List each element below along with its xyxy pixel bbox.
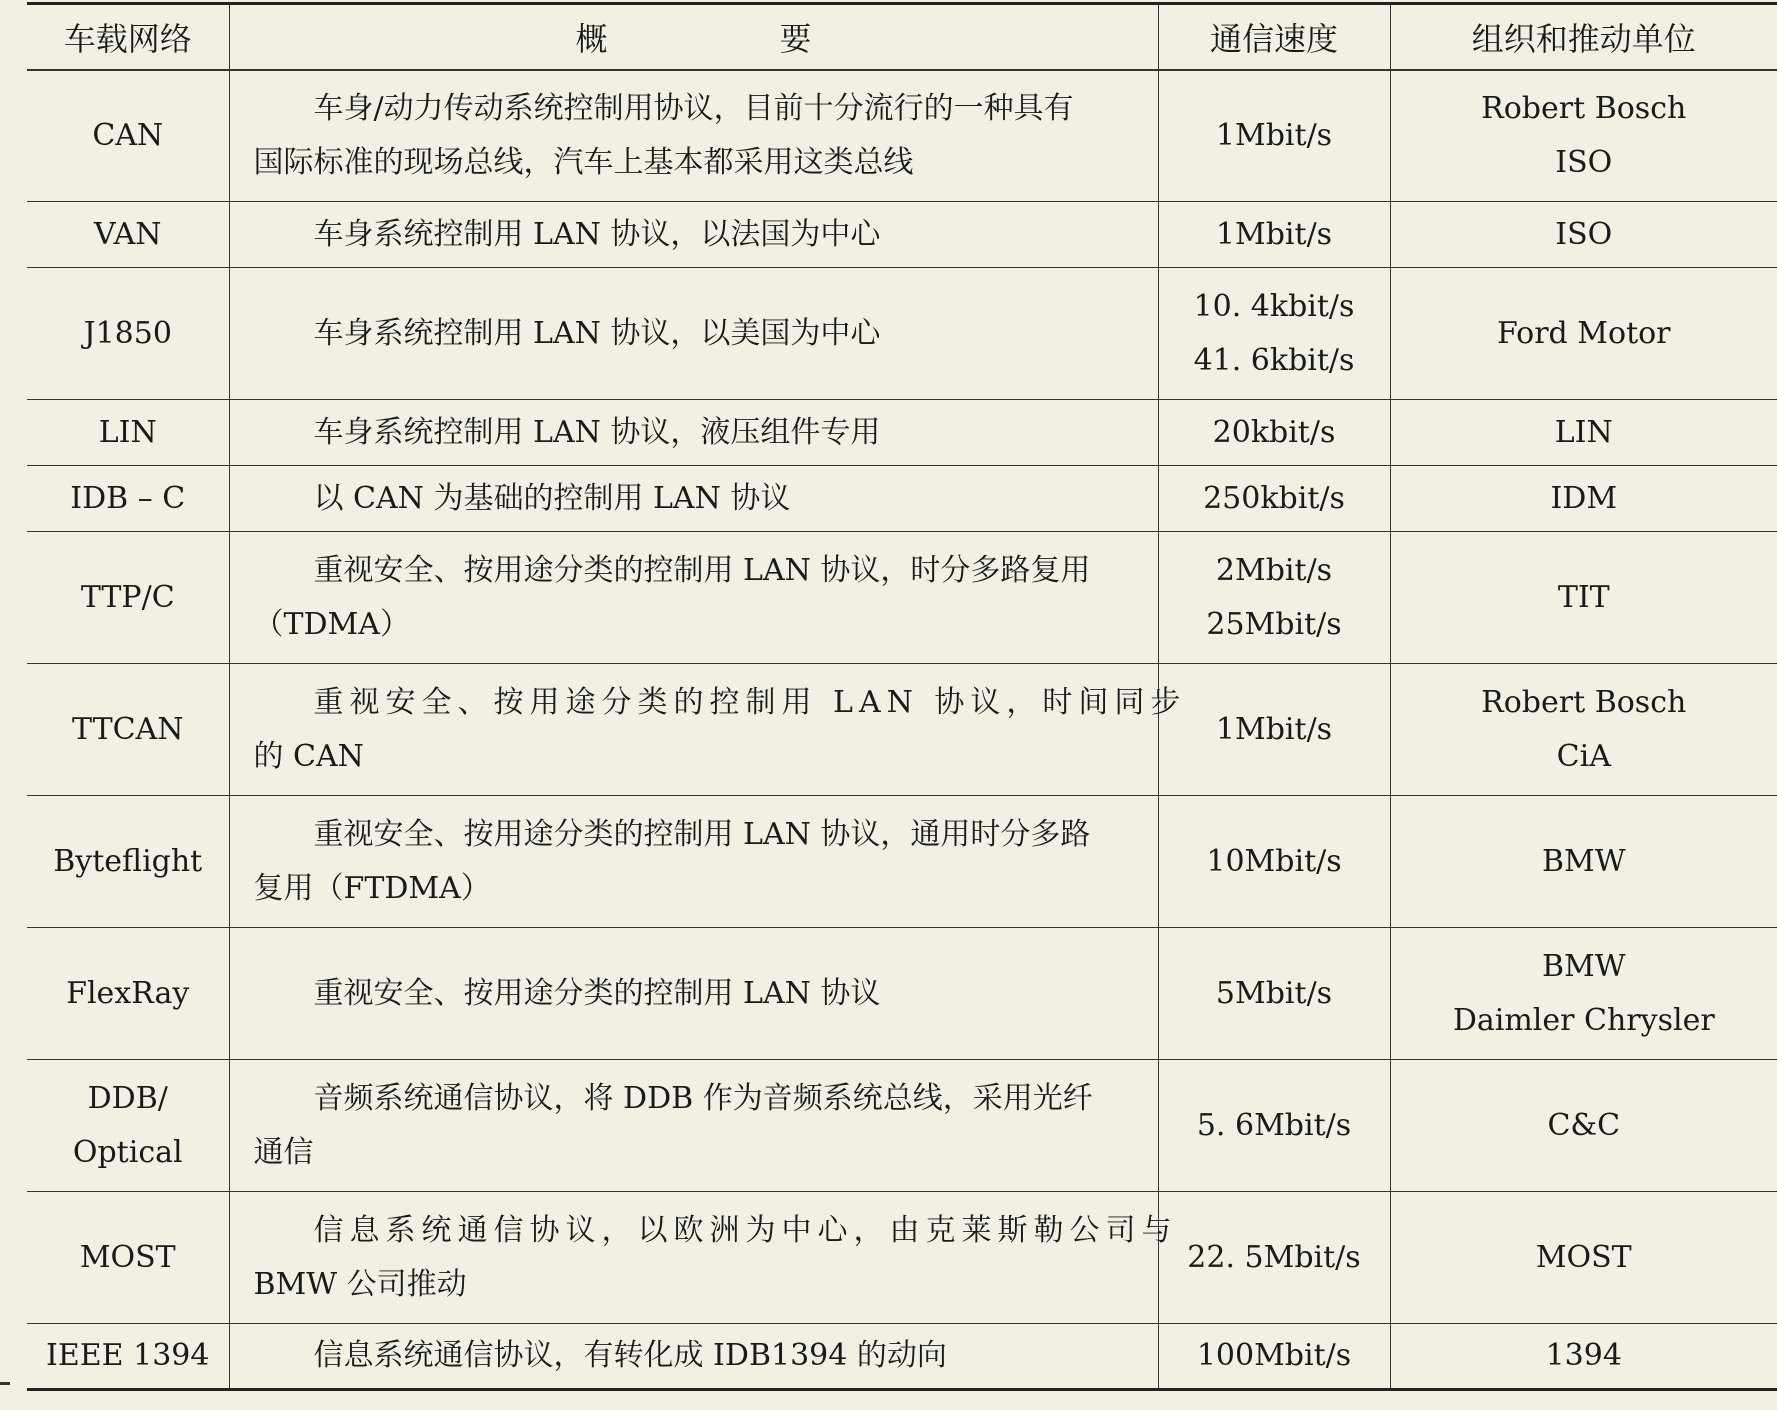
network-name: Optical [72,1134,183,1170]
speed-value: 2Mbit/s [1215,552,1333,588]
network-cell [27,70,229,202]
table-row [27,400,1777,466]
header-speed: 通信速度 [1158,4,1390,70]
header-organization: 组织和推动单位 [1390,4,1777,70]
speed-value: 25Mbit/s [1206,606,1342,642]
speed-cell [1158,1324,1390,1390]
organization-cell [1390,268,1777,400]
network-cell [27,532,229,664]
speed-value: 22. 5Mbit/s [1187,1239,1361,1275]
organization-cell [1390,928,1777,1060]
speed-value: 250kbit/s [1203,480,1345,516]
summary-line: 重视安全、按用途分类的控制用 LAN 协议 [313,975,881,1011]
network-cell [27,664,229,796]
organization-name: 1394 [1545,1338,1622,1373]
summary-cell [229,268,1158,400]
speed-value: 20kbit/s [1212,414,1336,450]
summary-line: 信息系统通信协议，以欧洲为中心，由克莱斯勒公司与 [313,1212,1178,1248]
organization-name: IDM [1550,480,1618,516]
network-name: VAN [93,216,162,252]
speed-value: 10Mbit/s [1206,843,1342,879]
summary-line: 的 CAN [253,738,364,774]
speed-value: 100Mbit/s [1196,1338,1352,1373]
page-edge-mark [0,1382,10,1385]
table-row [27,1060,1777,1192]
organization-cell [1390,466,1777,532]
summary-line: 以 CAN 为基础的控制用 LAN 协议 [313,480,791,516]
organization-cell [1390,1192,1777,1324]
speed-value: 41. 6kbit/s [1193,342,1355,378]
speed-cell [1158,268,1390,400]
speed-value: 1Mbit/s [1215,711,1333,747]
summary-line: 复用（FTDMA） [253,870,491,906]
summary-line: 国际标准的现场总线，汽车上基本都采用这类总线 [253,144,914,180]
organization-name: C&C [1547,1107,1621,1143]
organization-name: TIT [1557,579,1610,615]
organization-name: ISO [1555,144,1613,180]
network-cell [27,268,229,400]
speed-cell [1158,664,1390,796]
network-name: FlexRay [66,975,190,1011]
summary-cell [229,664,1187,796]
summary-line: 车身/动力传动系统控制用协议，目前十分流行的一种具有 [313,90,1074,126]
speed-value: 5Mbit/s [1215,975,1333,1011]
network-name: LIN [98,414,157,450]
speed-value: 10. 4kbit/s [1193,288,1355,324]
summary-cell [229,928,1158,1060]
organization-cell [1390,1060,1777,1192]
network-cell [27,1192,229,1324]
speed-cell [1158,928,1390,1060]
organization-name: BMW [1541,843,1626,879]
summary-line: 重视安全、按用途分类的控制用 LAN 协议，时间同步 [313,684,1187,720]
organization-name: BMW [1541,948,1626,984]
network-cell [27,400,229,466]
network-name: IEEE 1394 [46,1338,210,1373]
table-row [27,202,1777,268]
organization-name: Daimler Chrysler [1452,1002,1715,1038]
table-row [27,928,1777,1060]
network-cell [27,466,229,532]
network-name: IDB – C [70,480,186,516]
organization-name: MOST [1535,1239,1632,1275]
organization-name: ISO [1555,216,1613,252]
table-row [27,664,1777,796]
header-summary-label: 概 要 [575,19,882,58]
summary-line: （TDMA） [253,606,410,642]
network-table-container [27,2,1777,1391]
summary-line: 车身系统控制用 LAN 协议，液压组件专用 [313,414,881,450]
organization-name: Ford Motor [1496,315,1671,351]
table-row [27,268,1777,400]
speed-cell [1158,466,1390,532]
summary-cell [229,70,1158,202]
organization-name: CiA [1556,738,1611,774]
network-name: MOST [79,1239,176,1275]
network-name: DDB/ [87,1080,168,1116]
header-network: 车载网络 [27,4,229,70]
summary-cell [229,1324,1158,1390]
network-name: Byteflight [53,843,203,879]
summary-cell [229,400,1158,466]
summary-cell [229,466,1158,532]
header-row [27,4,1777,70]
speed-cell [1158,1060,1390,1192]
speed-cell [1158,796,1390,928]
network-cell [27,928,229,1060]
organization-cell [1390,664,1777,796]
speed-cell [1158,400,1390,466]
speed-cell [1158,202,1390,268]
header-summary [229,4,1158,70]
network-name: CAN [92,117,164,153]
summary-line: BMW 公司推动 [253,1266,467,1302]
table-row [27,1324,1777,1390]
summary-cell [229,202,1158,268]
organization-cell [1390,70,1777,202]
network-name: TTCAN [72,711,184,747]
summary-line: 重视安全、按用途分类的控制用 LAN 协议，时分多路复用 [313,552,1091,588]
table-row [27,466,1777,532]
organization-name: Robert Bosch [1481,90,1687,126]
speed-cell [1158,70,1390,202]
organization-name: LIN [1554,414,1613,450]
speed-value: 1Mbit/s [1215,216,1333,252]
organization-cell [1390,400,1777,466]
speed-cell [1158,532,1390,664]
network-cell [27,796,229,928]
summary-cell [229,1192,1178,1324]
organization-cell [1390,796,1777,928]
vehicle-network-table [27,2,1777,1391]
table-row [27,532,1777,664]
organization-cell [1390,1324,1777,1390]
network-cell [27,202,229,268]
network-name: J1850 [83,315,172,351]
summary-line: 通信 [253,1134,314,1170]
table-row [27,796,1777,928]
organization-cell [1390,532,1777,664]
summary-line: 重视安全、按用途分类的控制用 LAN 协议，通用时分多路 [313,816,1091,852]
summary-line: 信息系统通信协议，有转化成 IDB1394 的动向 [313,1338,947,1373]
speed-value: 5. 6Mbit/s [1196,1107,1352,1143]
table-row [27,1192,1777,1324]
network-name: TTP/C [80,579,175,615]
summary-cell [229,532,1158,664]
network-cell [27,1324,229,1390]
speed-value: 1Mbit/s [1215,117,1333,153]
organization-cell [1390,202,1777,268]
summary-line: 车身系统控制用 LAN 协议，以美国为中心 [313,315,881,351]
summary-line: 车身系统控制用 LAN 协议，以法国为中心 [313,216,881,252]
speed-cell [1158,1192,1390,1324]
table-row [27,70,1777,202]
summary-cell [229,1060,1158,1192]
network-cell [27,1060,229,1192]
organization-name: Robert Bosch [1481,684,1687,720]
summary-cell [229,796,1158,928]
summary-line: 音频系统通信协议，将 DDB 作为音频系统总线，采用光纤 [313,1080,1093,1116]
